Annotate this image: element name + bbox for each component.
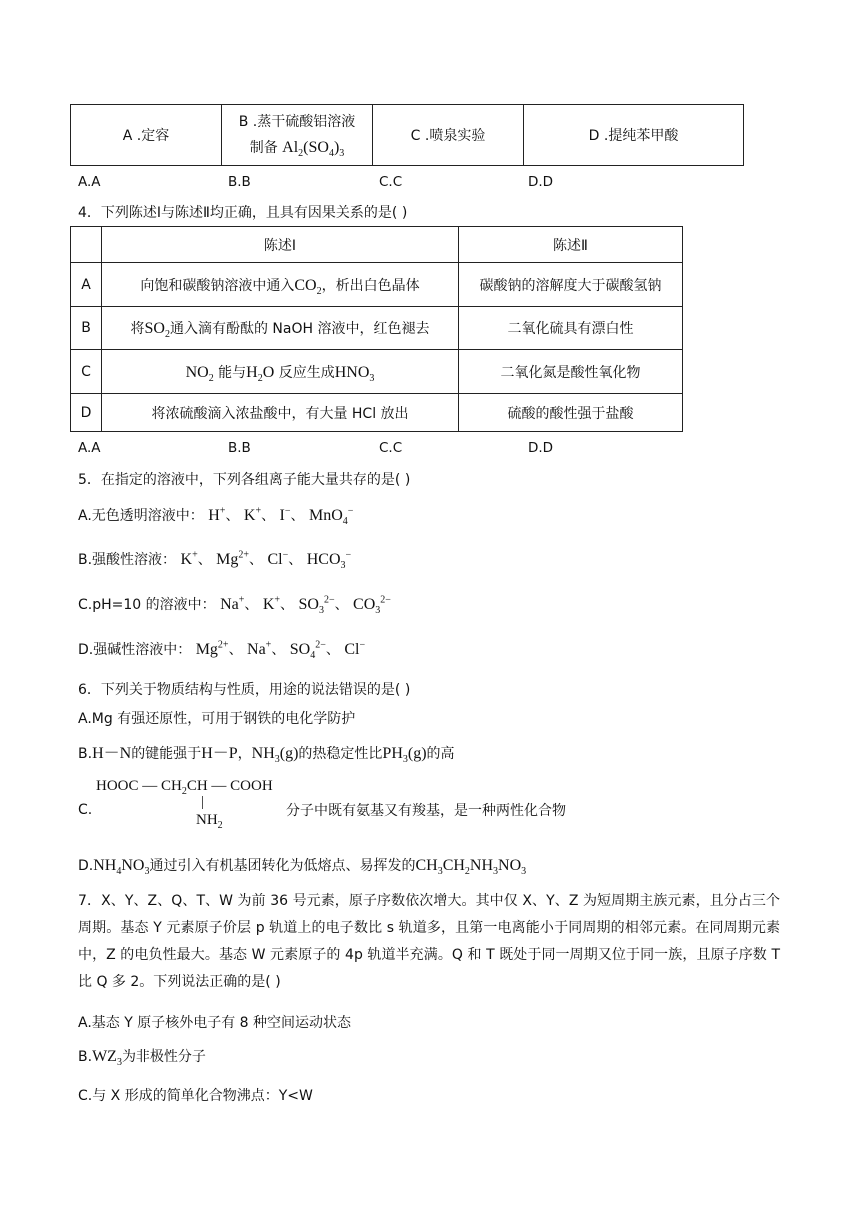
q4-row-a-label: A [71, 263, 102, 307]
q4-row-b-label: B [71, 307, 102, 350]
q7-option-b[interactable]: $B.WZ_3$为非极性分子 [78, 1048, 206, 1069]
q4-stem: 4．下列陈述Ⅰ与陈述Ⅱ均正确，且具有因果关系的是( ) [78, 205, 408, 221]
q3-option-c[interactable]: C.C [379, 174, 403, 190]
q5-option-d[interactable]: D.强碱性溶液中： $Mg^{2+}$、 Na+、 $SO_4^{2-}$、 Cl− [78, 639, 366, 662]
q6-c-structure-bond: | [201, 794, 205, 810]
q6-option-d[interactable]: $D.NH_4NO_3$通过引入有机基团转化为低熔点、易挥发的$CH_3CH_2NH_3NO_3$ [78, 857, 527, 878]
q4-header-blank [71, 227, 102, 263]
q3-formula: $Al_2(SO_4)_3$ [282, 139, 345, 160]
q3-cell-b-line1: B .蒸干硫酸铝溶液 [238, 114, 356, 130]
q4-row-c-label: C [71, 350, 102, 394]
q6-c-structure [96, 778, 273, 831]
q4-row-c-s2: 二氧化氮是酸性氧化物 [459, 350, 683, 394]
q6-c-label: C. [78, 802, 93, 818]
q5-option-b[interactable]: B.强酸性溶液： K+、 $Mg^{2+}$、 Cl−、 $HCO_3^-$ [78, 549, 352, 572]
q6-c-structure-bottom: $NH_2$ [196, 812, 223, 831]
q4-row-a-s2: 碳酸钠的溶解度大于碳酸氢钠 [459, 263, 683, 307]
q4-row-b-s1: 将$SO_2$通入滴有酚酞的 NaOH 溶液中，红色褪去 [102, 307, 459, 350]
q3-cell-d [524, 105, 744, 166]
q3-option-a[interactable]: A.A [78, 174, 101, 190]
q3-option-d[interactable]: D.D [528, 174, 554, 190]
q4-option-a[interactable]: A.A [78, 440, 101, 456]
q6-option-b[interactable]: B.H－N的键能强于H－P，$NH_3(g)$的热稳定性比$PH_3(g)$的高 [78, 745, 455, 766]
q4-row-d-s2: 硫酸的酸性强于盐酸 [459, 394, 683, 432]
q4-header-2: 陈述Ⅱ [459, 227, 683, 263]
q4-option-d[interactable]: D.D [528, 440, 554, 456]
q3-options-table [70, 104, 744, 166]
q4-row-d-label: D [71, 394, 102, 432]
q3-cell-d-text: D .提纯苯甲酸 [588, 128, 679, 144]
q4-option-c[interactable]: C.C [379, 440, 403, 456]
q3-cell-c-text: C .喷泉实验 [410, 128, 486, 144]
q7-stem: 7．X、Y、Z、Q、T、W 为前 36 号元素，原子序数依次增大。其中仅 X、Y、Z 为短周期主族元素，且分占三个周期。基态 Y 元素原子价层 p 轨道上的电子数比 s 轨道多，且第一电离能小于同周期的相邻元素。在同周期元素中，Z 的电负性最大。基态 W 元素原子的 4p 轨道半充满。Q 和 T 既处于同一周期又位于同一族，且原子序数 T 比 Q 多 2。下列说法正确的是( ) [78, 893, 780, 990]
q3-cell-c [373, 105, 524, 166]
q6-c-text: 分子中既有氨基又有羧基，是一种两性化合物 [286, 803, 566, 819]
q4-table [70, 226, 683, 432]
q4-header-1: 陈述Ⅰ [102, 227, 459, 263]
q3-cell-b-prefix: 制备 [249, 140, 278, 156]
q6-c-structure-top: HOOC — $CH_2CH$ — COOH [96, 778, 273, 797]
q6-option-c[interactable] [78, 778, 778, 836]
q4-row-d-s1: 将浓硫酸滴入浓盐酸中，有大量 HCl 放出 [102, 394, 459, 432]
q7-option-c[interactable]: C.与 X 形成的简单化合物沸点：Y<W [78, 1088, 313, 1104]
q6-option-a[interactable]: A.Mg 有强还原性，可用于钢铁的电化学防护 [78, 711, 356, 727]
q3-cell-a-text: A .定容 [122, 128, 170, 144]
q3-cell-a [71, 105, 222, 166]
q5-option-a[interactable]: A.无色透明溶液中： H+、 K+、 I−、 MnO$_4$− [78, 505, 354, 528]
q4-row-b-s2: 二氧化硫具有漂白性 [459, 307, 683, 350]
q5-option-c[interactable]: C.pH=10 的溶液中： Na+、 K+、 $SO_3^{2-}$、 $CO_3^{2-}$ [78, 594, 391, 617]
q3-cell-b-line2 [222, 135, 372, 161]
q3-cell-b [222, 105, 373, 166]
q5-stem: 5．在指定的溶液中，下列各组离子能大量共存的是( ) [78, 472, 411, 488]
q4-row-a-s1: 向饱和碳酸钠溶液中通入$CO_2$，析出白色晶体 [102, 263, 459, 307]
q3-option-b[interactable]: B.B [228, 174, 251, 190]
q4-option-b[interactable]: B.B [228, 440, 251, 456]
q4-row-c-s1: $NO_2$ 能与$H_2O$ 反应生成$HNO_3$ [102, 350, 459, 394]
q6-stem: 6．下列关于物质结构与性质，用途的说法错误的是( ) [78, 682, 411, 698]
q7-option-a[interactable]: A.基态 Y 原子核外电子有 8 种空间运动状态 [78, 1015, 352, 1031]
